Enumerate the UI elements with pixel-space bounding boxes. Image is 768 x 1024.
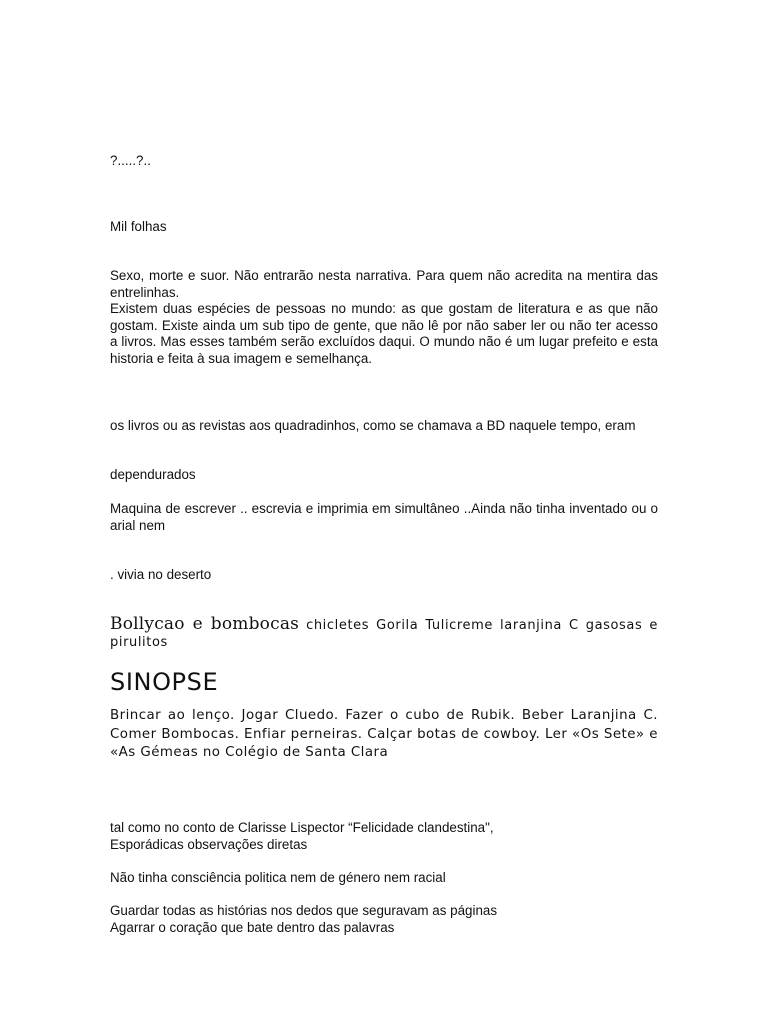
sweets-paragraph	[110, 616, 658, 651]
livros-paragraph: os livros ou as revistas aos quadradinhos, como se chamava a BD naquele tempo, eram	[110, 418, 636, 433]
closing-line-2: Agarrar o coração que bate dentro das palavras	[110, 919, 395, 935]
intro-paragraph	[110, 268, 658, 368]
closing-paragraph	[110, 903, 658, 936]
marks-line: ?.....?..	[110, 153, 151, 168]
maquina-paragraph: Maquina de escrever .. escrevia e imprimia em simultâneo ..Ainda não tinha inventado ou o arial nem	[110, 501, 658, 533]
clarisse-paragraph	[110, 820, 658, 853]
sinopse-paragraph: Brincar ao lenço. Jogar Cluedo. Fazer o cubo de Rubik. Beber Laranjina C. Comer Bombocas. Enfiar perneiras. Calçar botas de cowboy. Ler «Os Sete» e «As Gémeas no Colégio de Santa Clara	[110, 708, 658, 760]
sweets-part-1: Bollycao e bombocas	[110, 614, 300, 634]
closing-line-1: Guardar todas as histórias nos dedos que seguravam as páginas	[110, 903, 498, 918]
deserto-line: . vivia no deserto	[110, 567, 212, 582]
sinopse-heading: SINOPSE	[110, 668, 219, 696]
document-title: Mil folhas	[110, 219, 167, 234]
sweets-part-2: chicletes Gorila Tulicreme laranjina C gasosas e pirulitos	[110, 618, 658, 650]
clarisse-line-1: tal como no conto de Clarisse Lispector “Felicidade clandestina",	[110, 820, 494, 835]
consciencia-line: Não tinha consciência politica nem de género nem racial	[110, 870, 446, 885]
intro-line-1: Sexo, morte e suor. Não entrarão nesta narrativa. Para quem não acredita na mentira das entrelinhas.	[110, 268, 658, 300]
dependurados-line: dependurados	[110, 467, 196, 482]
intro-line-2: Existem duas espécies de pessoas no mundo: as que gostam de literatura e as que não gostam. Existe ainda um sub tipo de gente, que não lê por não saber ler ou não ter acesso a livros. Mas esses também serão excluídos daqui. O mundo não é um lugar prefeito e esta historia e feita à sua imagem e semelhança.	[110, 301, 658, 366]
clarisse-line-2: Esporádicas observações diretas	[110, 836, 308, 852]
